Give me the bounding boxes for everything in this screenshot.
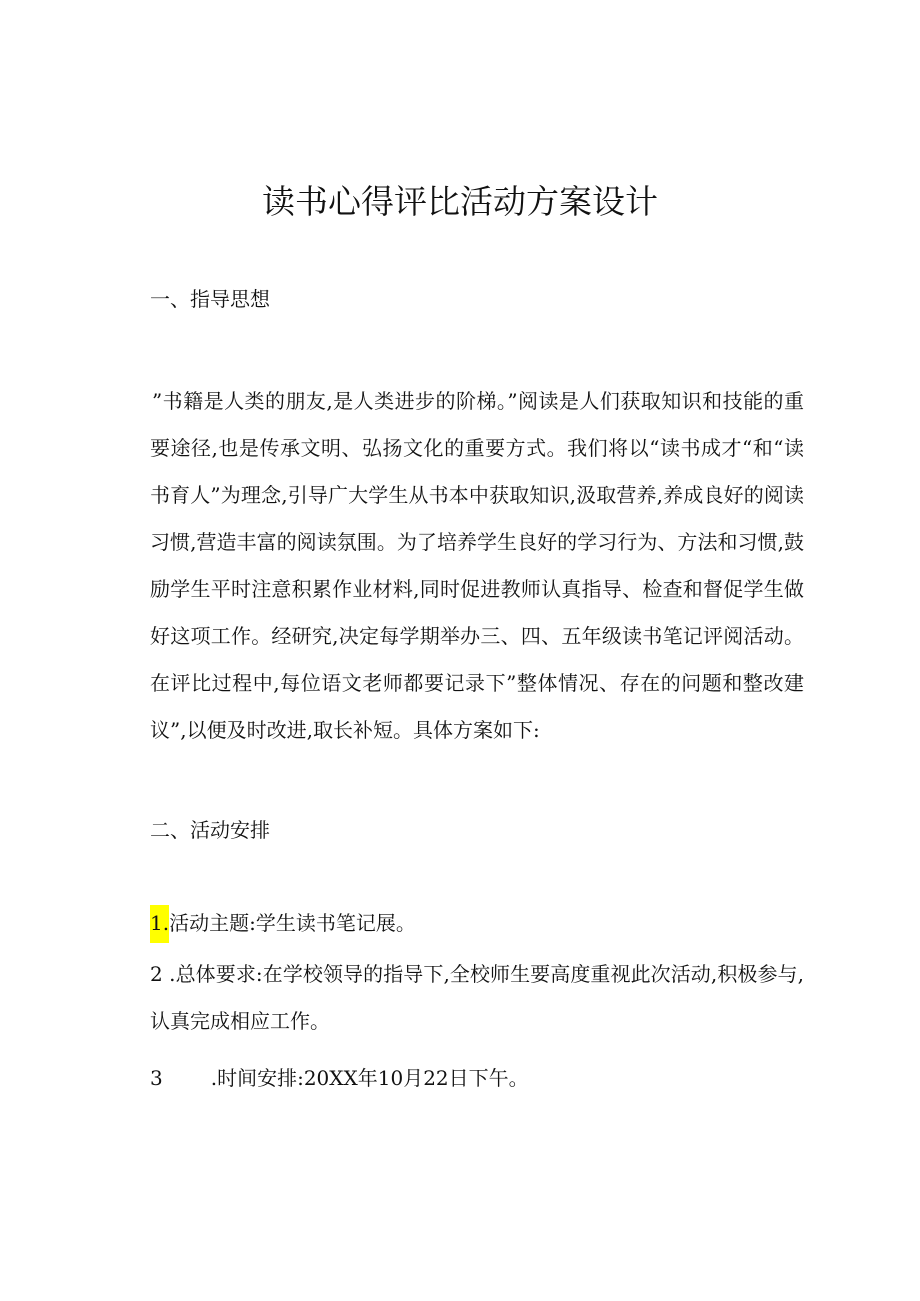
section-heading-guiding-ideology: 一、指导思想 bbox=[150, 287, 270, 311]
list-item-requirements bbox=[150, 951, 804, 1045]
guiding-ideology-paragraph: ”书籍是人类的朋友,是人类进步的阶梯。”阅读是人们获取知识和技能的重要途径,也是传承文明、弘扬文化的重要方式。我们将以“读书成才“和“读书育人”为理念,引导广大学生从书本中获取知识,汲取营养,养成良好的阅读习惯,营造丰富的阅读氛围。为了培养学生良好的学习行为、方法和习惯,鼓励学生平时注意积累作业材料,同时促进教师认真指导、检查和督促学生做好这项工作。经研究,决定每学期举办三、四、五年级读书笔记评阅活动。在评比过程中,每位语文老师都要记录下”整体情况、存在的问题和整改建议”,以便及时改进,取长补短。具体方案如下: bbox=[150, 389, 804, 742]
section-heading-activity-arrangement: 二、活动安排 bbox=[150, 818, 270, 842]
list-item-text: .总体要求:在学校领导的指导下,全校师生要高度重视此次活动,积极参与,认真完成相应工作。 bbox=[150, 962, 804, 1033]
document-title: 读书心得评比活动方案设计 bbox=[262, 182, 658, 221]
list-item-number: 2 bbox=[150, 962, 163, 986]
list-item-text: 活动主题:学生读书笔记展。 bbox=[169, 911, 416, 935]
list-item-text: .时间安排:20XX年10月22日下午。 bbox=[210, 1066, 529, 1090]
list-item-theme bbox=[150, 900, 804, 947]
list-item-schedule bbox=[150, 1055, 804, 1102]
highlighted-number: 1. bbox=[150, 905, 169, 943]
list-item-number: 3 bbox=[150, 1066, 163, 1090]
